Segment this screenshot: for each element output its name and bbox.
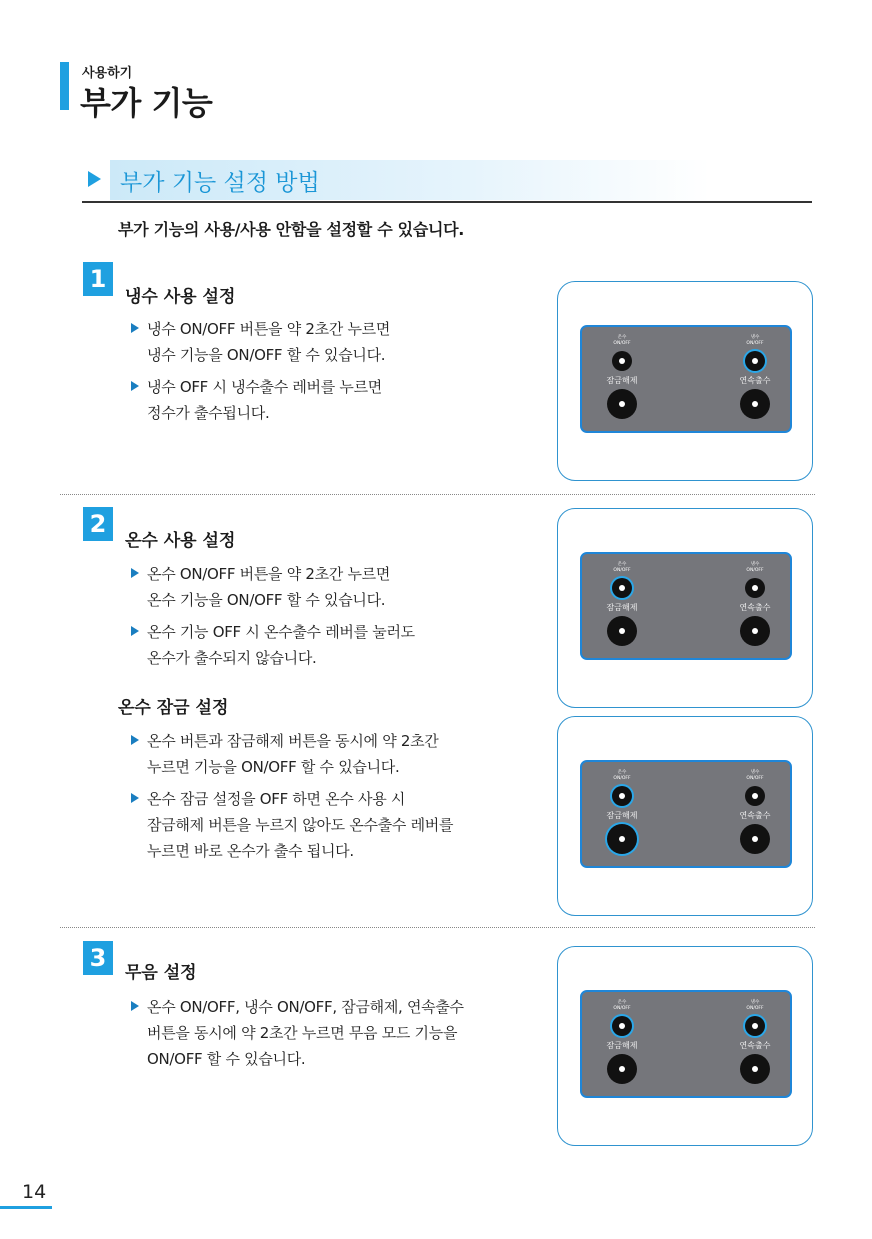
unlock-label: 잠금해제 xyxy=(606,1041,638,1050)
hot-onoff-button[interactable] xyxy=(612,351,632,371)
unlock-label: 잠금해제 xyxy=(606,811,638,820)
cold-label: 냉수 xyxy=(750,770,760,775)
button-dot-icon xyxy=(752,1066,758,1072)
cold-onoff-label: ON/OFF xyxy=(746,1006,764,1011)
triangle-bullet-icon xyxy=(131,381,139,391)
cold-onoff-button[interactable] xyxy=(745,351,765,371)
hot-label: 온수 xyxy=(617,770,627,775)
section-label: 사용하기 xyxy=(82,66,133,81)
button-dot-icon xyxy=(619,1023,625,1029)
button-dot-icon xyxy=(619,1066,625,1072)
control-panel-illustration xyxy=(557,946,813,1146)
header-accent-bar xyxy=(60,62,69,110)
section-divider xyxy=(82,201,812,203)
step-title-1: 냉수 사용 설정 xyxy=(125,287,236,307)
unlock-button[interactable] xyxy=(607,389,637,419)
page-number-underline xyxy=(0,1206,52,1209)
control-panel xyxy=(580,325,792,433)
control-panel xyxy=(580,990,792,1098)
triangle-bullet-icon xyxy=(88,171,101,187)
button-dot-icon xyxy=(619,628,625,634)
cold-onoff-label: ON/OFF xyxy=(746,776,764,781)
button-dot-icon xyxy=(619,836,625,842)
triangle-bullet-icon xyxy=(131,1001,139,1011)
button-dot-icon xyxy=(752,628,758,634)
cold-onoff-label: ON/OFF xyxy=(746,568,764,573)
button-dot-icon xyxy=(752,836,758,842)
hot-onoff-button[interactable] xyxy=(612,1016,632,1036)
hot-onoff-label: ON/OFF xyxy=(613,1006,631,1011)
unlock-label: 잠금해제 xyxy=(606,376,638,385)
button-dot-icon xyxy=(752,401,758,407)
continuous-label: 연속출수 xyxy=(739,811,771,820)
unlock-button[interactable] xyxy=(607,824,637,854)
step-1-bullet-2: 냉수 OFF 시 냉수출수 레버를 누르면 정수가 출수됩니다. xyxy=(131,374,382,426)
continuous-button[interactable] xyxy=(740,616,770,646)
cold-onoff-button[interactable] xyxy=(745,578,765,598)
continuous-button[interactable] xyxy=(740,1054,770,1084)
hot-onoff-button[interactable] xyxy=(612,578,632,598)
step-1-bullet-1: 냉수 ON/OFF 버튼을 약 2초간 누르면 냉수 기능을 ON/OFF 할 수 있습니다. xyxy=(131,316,390,368)
cold-onoff-label: ON/OFF xyxy=(746,341,764,346)
triangle-bullet-icon xyxy=(131,735,139,745)
step-title-3: 무음 설정 xyxy=(125,963,197,983)
unlock-button[interactable] xyxy=(607,616,637,646)
cold-label: 냉수 xyxy=(750,562,760,567)
button-dot-icon xyxy=(752,358,758,364)
hot-label: 온수 xyxy=(617,335,627,340)
control-panel xyxy=(580,552,792,660)
hot-onoff-label: ON/OFF xyxy=(613,568,631,573)
cold-onoff-button[interactable] xyxy=(745,1016,765,1036)
button-dot-icon xyxy=(619,793,625,799)
step-number-3: 3 xyxy=(83,941,113,975)
triangle-bullet-icon xyxy=(131,568,139,578)
step-number-1: 1 xyxy=(83,262,113,296)
button-dot-icon xyxy=(752,585,758,591)
hot-label: 온수 xyxy=(617,562,627,567)
continuous-label: 연속출수 xyxy=(739,376,771,385)
unlock-label: 잠금해제 xyxy=(606,603,638,612)
continuous-label: 연속출수 xyxy=(739,1041,771,1050)
cold-label: 냉수 xyxy=(750,335,760,340)
section-title: 부가 기능 설정 방법 xyxy=(120,170,320,196)
hot-lock-bullet-2: 온수 잠금 설정을 OFF 하면 온수 사용 시 잠금해제 버튼을 누르지 않아도 온수출수 레버를 누르면 바로 온수가 출수 됩니다. xyxy=(131,786,453,864)
control-panel xyxy=(580,760,792,868)
triangle-bullet-icon xyxy=(131,626,139,636)
step-2-bullet-1: 온수 ON/OFF 버튼을 약 2초간 누르면 온수 기능을 ON/OFF 할 수 있습니다. xyxy=(131,561,390,613)
hot-lock-subtitle: 온수 잠금 설정 xyxy=(118,698,229,718)
button-dot-icon xyxy=(752,1023,758,1029)
hot-onoff-label: ON/OFF xyxy=(613,341,631,346)
hot-onoff-button[interactable] xyxy=(612,786,632,806)
continuous-button[interactable] xyxy=(740,824,770,854)
hot-label: 온수 xyxy=(617,1000,627,1005)
step-number-2: 2 xyxy=(83,507,113,541)
button-dot-icon xyxy=(619,358,625,364)
dotted-divider xyxy=(60,494,815,495)
page-number: 14 xyxy=(22,1181,47,1203)
control-panel-illustration xyxy=(557,281,813,481)
hot-onoff-label: ON/OFF xyxy=(613,776,631,781)
step-3-bullet-1: 온수 ON/OFF, 냉수 ON/OFF, 잠금해제, 연속출수 버튼을 동시에 약 2초간 누르면 무음 모드 기능을 ON/OFF 할 수 있습니다. xyxy=(131,994,464,1072)
continuous-label: 연속출수 xyxy=(739,603,771,612)
triangle-bullet-icon xyxy=(131,323,139,333)
cold-label: 냉수 xyxy=(750,1000,760,1005)
cold-onoff-button[interactable] xyxy=(745,786,765,806)
hot-lock-bullet-1: 온수 버튼과 잠금해제 버튼을 동시에 약 2초간 누르면 기능을 ON/OFF 할 수 있습니다. xyxy=(131,728,438,780)
button-dot-icon xyxy=(619,401,625,407)
control-panel-illustration xyxy=(557,508,813,708)
button-dot-icon xyxy=(752,793,758,799)
triangle-bullet-icon xyxy=(131,793,139,803)
dotted-divider xyxy=(60,927,815,928)
continuous-button[interactable] xyxy=(740,389,770,419)
control-panel-illustration xyxy=(557,716,813,916)
button-dot-icon xyxy=(619,585,625,591)
unlock-button[interactable] xyxy=(607,1054,637,1084)
page-title: 부가 기능 xyxy=(80,84,213,122)
step-title-2: 온수 사용 설정 xyxy=(125,531,236,551)
section-intro: 부가 기능의 사용/사용 안함을 설정할 수 있습니다. xyxy=(118,220,465,239)
step-2-bullet-2: 온수 기능 OFF 시 온수출수 레버를 눌러도 온수가 출수되지 않습니다. xyxy=(131,619,415,671)
